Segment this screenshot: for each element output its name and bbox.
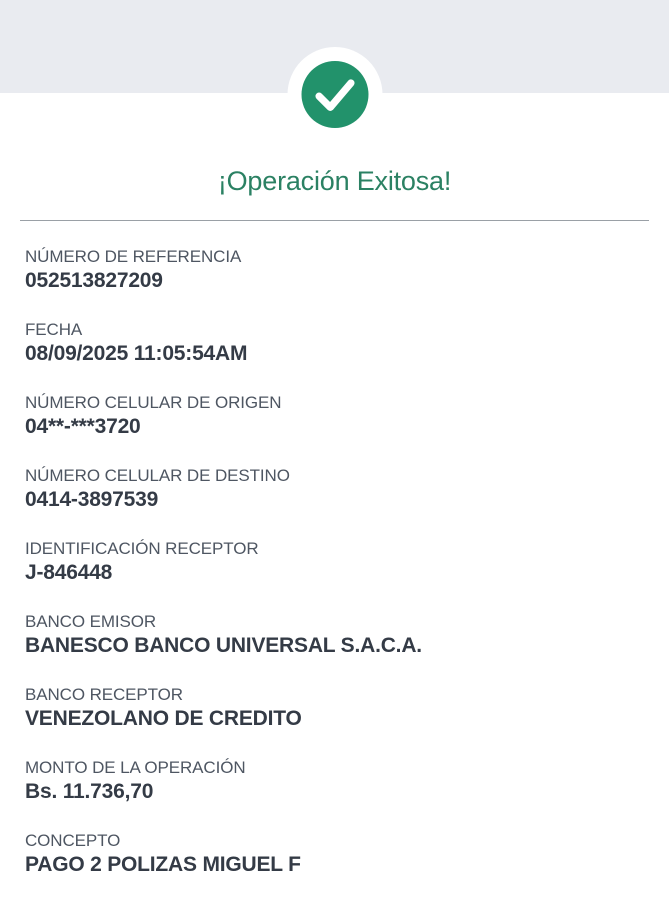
field-receiver-id-label: IDENTIFICACIÓN RECEPTOR bbox=[25, 539, 259, 558]
page-title: ¡Operación Exitosa! bbox=[217, 166, 452, 196]
check-circle-icon bbox=[301, 61, 368, 128]
field-issuing-bank bbox=[25, 611, 644, 659]
field-origin-phone-value: 04**-***3720 bbox=[25, 415, 141, 438]
field-destination-phone-value: 0414-3897539 bbox=[25, 488, 159, 511]
field-reference bbox=[25, 246, 644, 294]
field-reference-label: NÚMERO DE REFERENCIA bbox=[25, 247, 242, 266]
field-date bbox=[25, 319, 644, 367]
field-issuing-bank-value: BANESCO BANCO UNIVERSAL S.A.C.A. bbox=[25, 634, 422, 657]
field-destination-phone-label: NÚMERO CELULAR DE DESTINO bbox=[25, 466, 290, 485]
field-concept-label: CONCEPTO bbox=[25, 831, 121, 850]
field-amount-value: Bs. 11.736,70 bbox=[25, 780, 154, 803]
field-concept-value: PAGO 2 POLIZAS MIGUEL F bbox=[25, 853, 301, 876]
field-concept bbox=[25, 830, 644, 878]
field-date-value: 08/09/2025 11:05:54AM bbox=[25, 342, 248, 365]
receipt-fields bbox=[0, 221, 669, 878]
field-receiving-bank-value: VENEZOLANO DE CREDITO bbox=[25, 707, 302, 730]
field-date-label: FECHA bbox=[25, 320, 83, 339]
field-receiver-id bbox=[25, 538, 644, 586]
field-issuing-bank-label: BANCO EMISOR bbox=[25, 612, 157, 631]
field-reference-value: 052513827209 bbox=[25, 269, 163, 292]
field-receiving-bank-label: BANCO RECEPTOR bbox=[25, 685, 183, 704]
success-badge bbox=[287, 47, 382, 142]
field-destination-phone bbox=[25, 465, 644, 513]
field-amount-label: MONTO DE LA OPERACIÓN bbox=[25, 758, 246, 777]
field-origin-phone bbox=[25, 392, 644, 440]
field-receiving-bank bbox=[25, 684, 644, 732]
field-origin-phone-label: NÚMERO CELULAR DE ORIGEN bbox=[25, 393, 282, 412]
field-receiver-id-value: J-846448 bbox=[25, 561, 113, 584]
field-amount bbox=[25, 757, 644, 805]
